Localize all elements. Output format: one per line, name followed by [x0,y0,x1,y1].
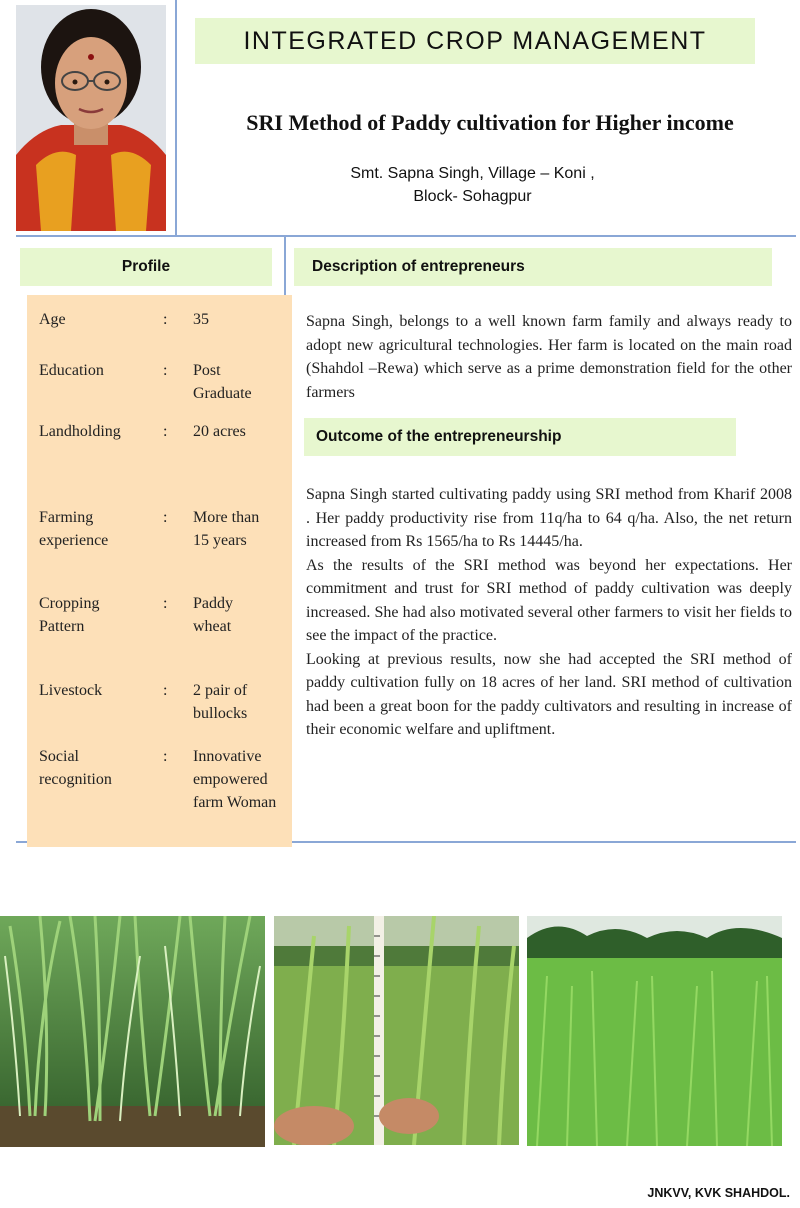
profile-value: 35 [193,311,209,328]
profile-value: Post Graduate [193,362,252,402]
description-heading: Description of entrepreneurs [294,248,772,286]
profile-heading: Profile [20,248,272,286]
profile-colon: : [163,509,168,526]
author-line-1: Smt. Sapna Singh, Village – Koni , [350,165,595,182]
profile-label: Age [39,311,66,328]
outcome-text [306,483,792,742]
title-banner [195,18,755,64]
profile-label: Landholding [39,423,121,440]
header-divider-vertical [175,0,177,236]
profile-value: Innovative empowered farm Woman [193,748,277,811]
profile-value: More than 15 years [193,509,260,549]
section-divider-vertical [284,236,286,296]
profile-label: Social recognition [39,748,112,788]
profile-label: Cropping Pattern [39,595,100,635]
profile-label: Farming experience [39,509,109,549]
paddy-measurement-photo [274,916,519,1145]
profile-label: Livestock [39,682,103,699]
outcome-heading: Outcome of the entrepreneurship [304,418,736,456]
profile-table [27,295,292,847]
portrait-photo [16,5,166,231]
author-info [300,162,645,208]
profile-colon: : [163,748,168,765]
profile-colon: : [163,311,168,328]
paddy-plants-photo [0,916,265,1147]
page-title: INTEGRATED CROP MANAGEMENT [243,26,707,55]
page-subtitle: SRI Method of Paddy cultivation for Higher income [246,110,734,135]
outcome-paragraph: As the results of the SRI method was beyond her expectations. Her commitment and trust for SRI method of paddy cultivation was deeply increased. She had also motivated several other farmers to visit her fields to see the impact of the practice. [306,556,792,644]
profile-colon: : [163,682,168,699]
outcome-paragraph: Sapna Singh started cultivating paddy using SRI method from Kharif 2008 . Her paddy productivity rise from 11q/ha to 64 q/ha. Also, the net return increased from Rs 1565/ha to Rs 14445/ha. [306,486,792,550]
profile-colon: : [163,595,168,612]
profile-label: Education [39,362,104,379]
profile-colon: : [163,362,168,379]
footer-credit: JNKVV, KVK SHAHDOL. [647,1186,790,1200]
profile-value: 2 pair of bullocks [193,682,248,722]
header-divider-horizontal [16,235,796,237]
paddy-field-photo [527,916,782,1146]
profile-value: Paddy wheat [193,595,233,635]
author-line-2: Block- Sohagpur [413,188,532,205]
profile-value: 20 acres [193,423,246,440]
profile-colon: : [163,423,168,440]
outcome-paragraph: Looking at previous results, now she had accepted the SRI method of paddy cultivation fully on 18 acres of her land. SRI method of cultivation had been a great boon for the paddy cultivators and resulting in increase of their economic welfare and upliftment. [306,650,792,738]
description-text: Sapna Singh, belongs to a well known farm family and always ready to adopt new agricultural technologies. Her farm is located on the main road (Shahdol –Rewa) which serve as a prime demonstration field for the other farmers [306,313,792,401]
